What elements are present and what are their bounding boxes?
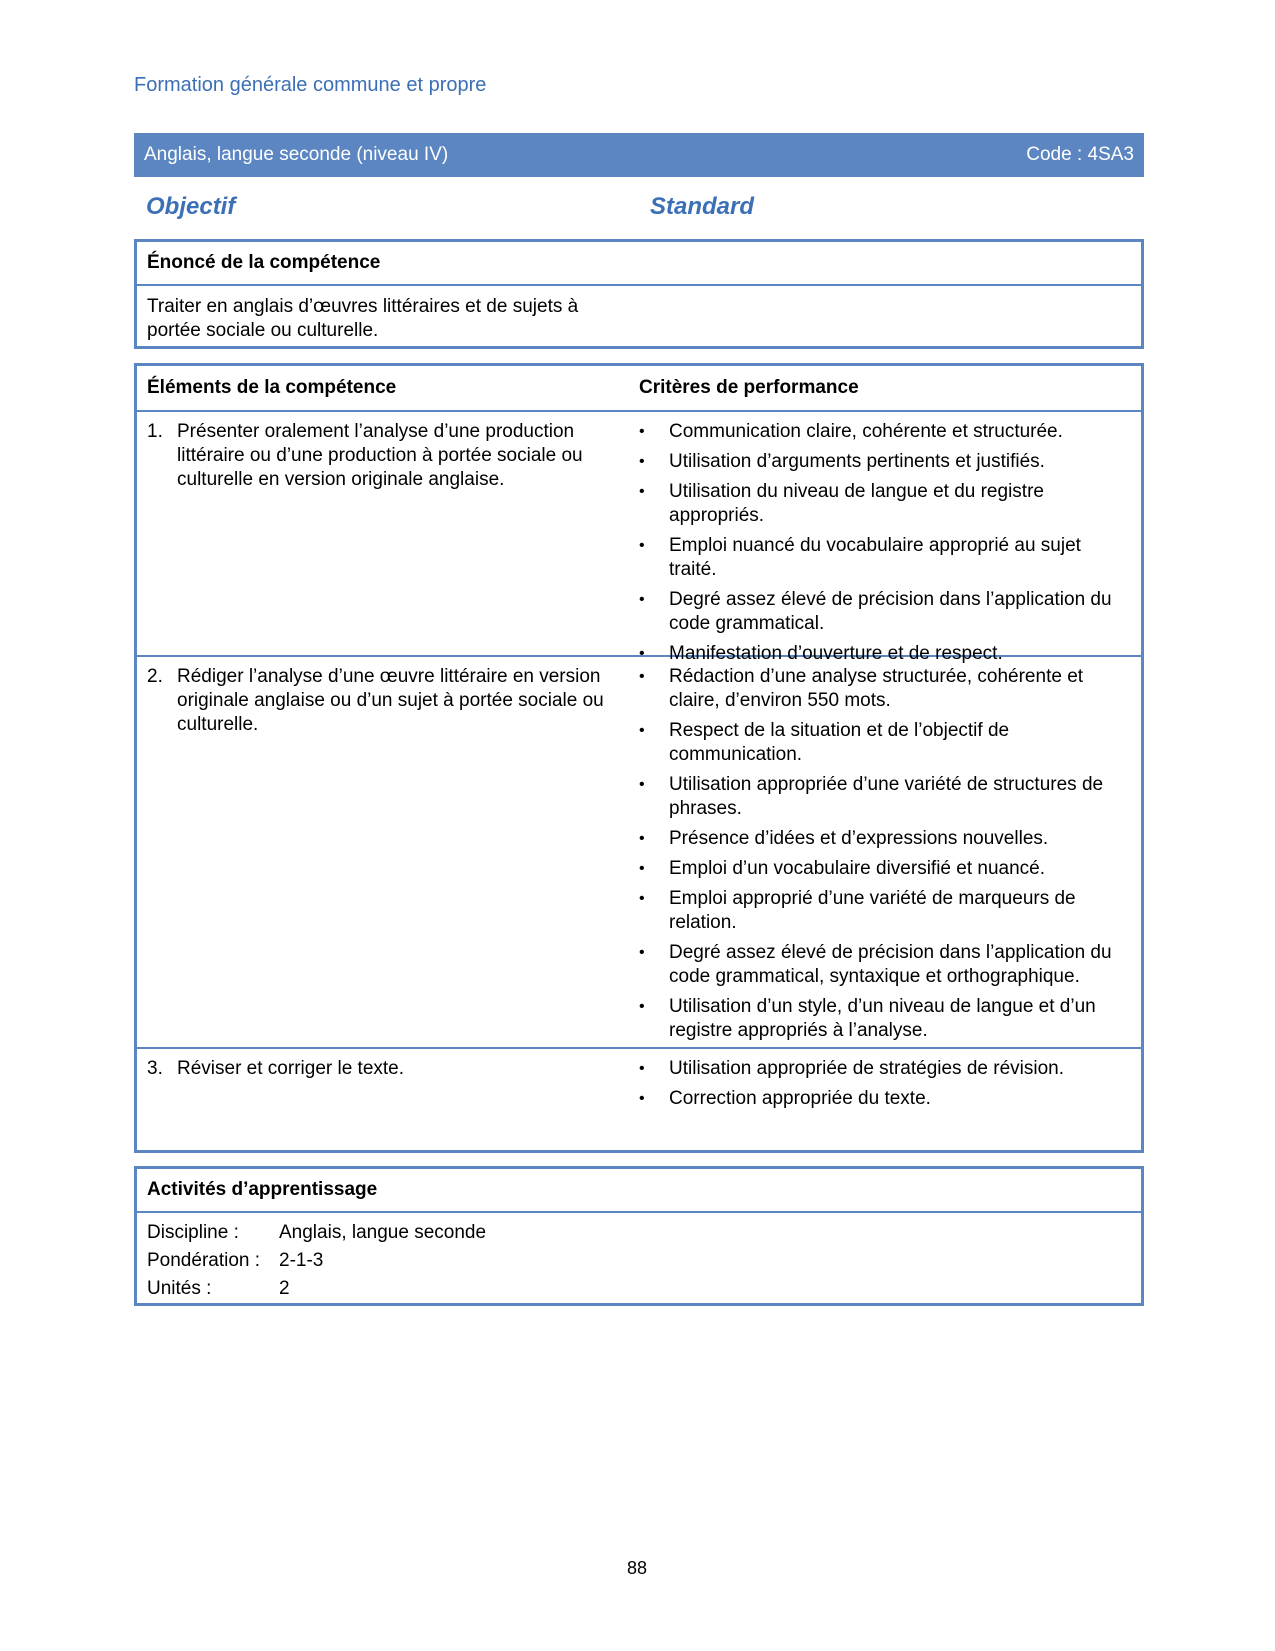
activite-line [147,1219,1131,1247]
criterion-text: Rédaction d’une analyse structurée, cohérente et claire, d’environ 550 mots. [669,666,1084,711]
bullet-icon: • [639,453,645,470]
course-code: Code : 4SA3 [1026,144,1134,165]
criterion-text: Présence d’idées et d’expressions nouvelles. [669,828,1049,849]
criterion-text: Emploi approprié d’une variété de marqueurs de relation. [669,888,1076,933]
element-text: Rédiger l’analyse d’une œuvre littéraire en version originale anglaise ou d’un sujet à portée sociale ou culturelle. [177,666,604,735]
criterion-text: Emploi nuancé du vocabulaire approprié au sujet traité. [669,535,1081,580]
activite-key: Pondération : [147,1250,261,1271]
activite-value: 2 [279,1278,290,1299]
list-item [639,995,1131,1043]
criteria-cell [639,657,1141,1047]
bullet-icon: • [639,890,645,907]
criterion-text: Utilisation du niveau de langue et du registre appropriés. [669,481,1044,526]
bullet-icon: • [639,537,645,554]
criteria-cell [639,1049,1141,1149]
objectif-label: Objectif [146,193,236,220]
criterion-text: Respect de la situation et de l’objectif de communication. [669,720,1010,765]
criteria-heading: Critères de performance [639,377,859,398]
activite-line [147,1275,1131,1303]
bullet-icon: • [639,591,645,608]
table-row [137,657,1141,1049]
elements-table-header [137,366,1141,412]
list-item [639,773,1131,821]
element-number: 1. [147,421,163,442]
element-text: Présenter oralement l’analyse d’une production littéraire ou d’une production à portée sociale ou culturelle en version originale anglaise. [177,421,583,490]
bullet-icon: • [639,483,645,500]
bullet-icon: • [639,668,645,685]
course-title: Anglais, langue seconde (niveau IV) [144,144,449,165]
criterion-text: Degré assez élevé de précision dans l’application du code grammatical. [669,589,1112,634]
list-item [639,857,1131,881]
element-number: 3. [147,1058,163,1079]
criterion-text: Utilisation appropriée d’une variété de structures de phrases. [669,774,1104,819]
list-item [639,1087,1131,1111]
bullet-icon: • [639,944,645,961]
bullet-icon: • [639,1090,645,1107]
criterion-text: Utilisation d’un style, d’un niveau de langue et d’un registre appropriés à l’analyse. [669,996,1096,1041]
enonce-text: Traiter en anglais d’œuvres littéraires et de sujets à portée sociale ou culturelle. [147,296,579,341]
list-item [639,827,1131,851]
criterion-text: Correction appropriée du texte. [669,1088,931,1109]
elements-rows [137,412,1141,1149]
activite-value: 2-1-3 [279,1250,324,1271]
bullet-icon: • [639,645,645,662]
criterion-text: Communication claire, cohérente et structurée. [669,421,1063,442]
bullet-icon: • [639,830,645,847]
criterion-text: Emploi d’un vocabulaire diversifié et nuancé. [669,858,1045,879]
bullet-icon: • [639,998,645,1015]
activite-value: Anglais, langue seconde [279,1222,487,1243]
criterion-text: Utilisation d’arguments pertinents et justifiés. [669,451,1045,472]
bullet-icon: • [639,1060,645,1077]
table-row [137,412,1141,664]
course-title-bar [134,133,1144,177]
activites-heading: Activités d’apprentissage [137,1169,1141,1213]
elements-table [134,363,1144,1153]
enonce-heading: Énoncé de la compétence [137,242,1141,286]
activites-box [134,1166,1144,1306]
list-item [639,887,1131,935]
element-number: 2. [147,666,163,687]
criterion-text: Manifestation d’ouverture et de respect. [669,643,1003,664]
element-text: Réviser et corriger le texte. [177,1058,405,1079]
table-row [137,1049,1141,1149]
list-item [639,588,1131,636]
activite-key: Unités : [147,1278,212,1299]
enonce-box [134,239,1144,349]
criteria-cell [639,412,1141,664]
elements-heading: Éléments de la compétence [147,377,397,398]
section-header: Formation générale commune et propre [134,74,487,96]
page-number: 88 [627,1558,648,1578]
bullet-icon: • [639,423,645,440]
list-item [639,450,1131,474]
bullet-icon: • [639,776,645,793]
list-item [639,420,1131,444]
list-item [639,534,1131,582]
element-cell [137,412,639,655]
element-cell [137,657,639,1047]
criterion-text: Degré assez élevé de précision dans l’application du code grammatical, syntaxique et orthographique. [669,942,1112,987]
list-item [639,665,1131,713]
activites-lines [137,1213,1141,1309]
activite-key: Discipline : [147,1222,239,1243]
element-cell [137,1049,639,1149]
list-item [639,480,1131,528]
criterion-text: Utilisation appropriée de stratégies de révision. [669,1058,1064,1079]
list-item [639,1057,1131,1081]
standard-label: Standard [650,193,755,220]
list-item [639,941,1131,989]
list-item [639,719,1131,767]
bullet-icon: • [639,722,645,739]
bullet-icon: • [639,860,645,877]
activite-line [147,1247,1131,1275]
